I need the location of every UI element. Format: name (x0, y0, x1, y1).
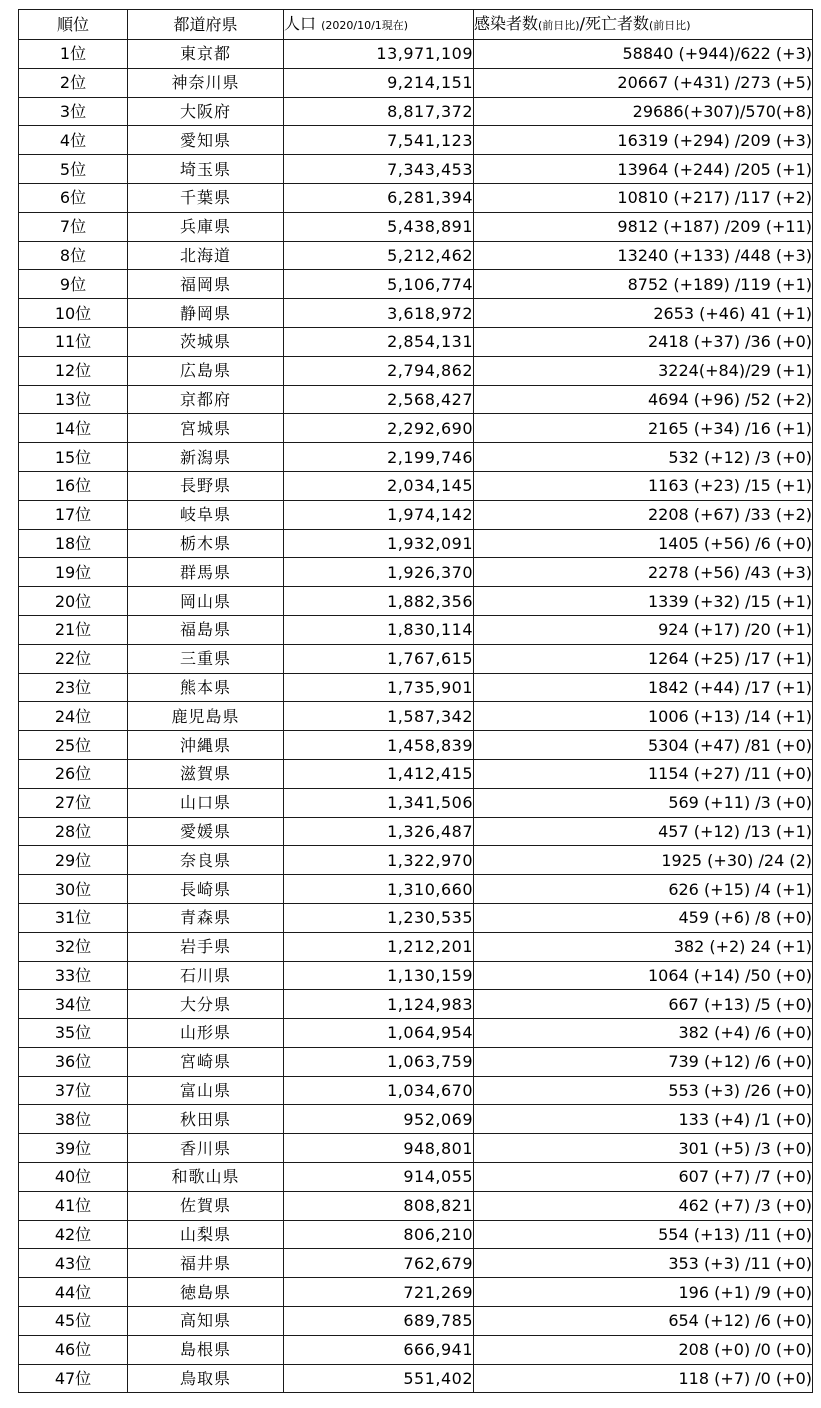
prefecture-cell: 福島県 (128, 615, 284, 644)
cases-cell: 58840 (+944)/622 (+3) (474, 40, 813, 69)
rank-cell: 12位 (19, 356, 128, 385)
population-cell: 1,767,615 (284, 644, 474, 673)
rank-cell: 44位 (19, 1278, 128, 1307)
cases-cell: 4694 (+96) /52 (+2) (474, 385, 813, 414)
prefecture-cell: 奈良県 (128, 846, 284, 875)
rank-cell: 6位 (19, 183, 128, 212)
table-row (19, 414, 813, 443)
table-body (19, 40, 813, 1393)
table-row (19, 1307, 813, 1336)
population-cell: 948,801 (284, 1134, 474, 1163)
rank-cell: 7位 (19, 212, 128, 241)
rank-cell: 13位 (19, 385, 128, 414)
rank-cell: 27位 (19, 788, 128, 817)
table-row (19, 1191, 813, 1220)
rank-cell: 1位 (19, 40, 128, 69)
cases-cell: 2208 (+67) /33 (+2) (474, 500, 813, 529)
cases-cell: 16319 (+294) /209 (+3) (474, 126, 813, 155)
rank-cell: 39位 (19, 1134, 128, 1163)
population-cell: 6,281,394 (284, 183, 474, 212)
population-cell: 2,034,145 (284, 471, 474, 500)
population-cell: 808,821 (284, 1191, 474, 1220)
prefecture-cell: 岐阜県 (128, 500, 284, 529)
prefecture-cell: 佐賀県 (128, 1191, 284, 1220)
table-row (19, 1364, 813, 1393)
population-cell: 914,055 (284, 1163, 474, 1192)
table-row (19, 875, 813, 904)
table-row (19, 1335, 813, 1364)
prefecture-cell: 長野県 (128, 471, 284, 500)
population-cell: 1,412,415 (284, 759, 474, 788)
prefecture-cell: 熊本県 (128, 673, 284, 702)
cases-cell: 532 (+12) /3 (+0) (474, 443, 813, 472)
rank-cell: 26位 (19, 759, 128, 788)
prefecture-cell: 京都府 (128, 385, 284, 414)
table-row (19, 1076, 813, 1105)
cases-cell: 382 (+4) /6 (+0) (474, 1019, 813, 1048)
population-cell: 952,069 (284, 1105, 474, 1134)
rank-cell: 25位 (19, 731, 128, 760)
prefecture-cell: 三重県 (128, 644, 284, 673)
prefecture-cell: 山口県 (128, 788, 284, 817)
prefecture-cell: 長崎県 (128, 875, 284, 904)
cases-cell: 1405 (+56) /6 (+0) (474, 529, 813, 558)
prefecture-cell: 新潟県 (128, 443, 284, 472)
rank-cell: 47位 (19, 1364, 128, 1393)
cases-cell: 667 (+13) /5 (+0) (474, 990, 813, 1019)
population-cell: 8,817,372 (284, 97, 474, 126)
prefecture-cell: 福井県 (128, 1249, 284, 1278)
cases-cell: 2653 (+46) 41 (+1) (474, 299, 813, 328)
cases-cell: 553 (+3) /26 (+0) (474, 1076, 813, 1105)
rank-cell: 14位 (19, 414, 128, 443)
population-cell: 1,587,342 (284, 702, 474, 731)
cases-cell: 1842 (+44) /17 (+1) (474, 673, 813, 702)
table-row (19, 270, 813, 299)
cases-cell: 9812 (+187) /209 (+11) (474, 212, 813, 241)
population-cell: 5,106,774 (284, 270, 474, 299)
prefecture-cell: 秋田県 (128, 1105, 284, 1134)
rank-cell: 17位 (19, 500, 128, 529)
population-cell: 13,971,109 (284, 40, 474, 69)
population-cell: 1,322,970 (284, 846, 474, 875)
table-row (19, 327, 813, 356)
cases-cell: 353 (+3) /11 (+0) (474, 1249, 813, 1278)
population-cell: 1,034,670 (284, 1076, 474, 1105)
population-cell: 1,130,159 (284, 961, 474, 990)
population-cell: 7,343,453 (284, 155, 474, 184)
header-cases-note-2: (前日比) (649, 19, 691, 32)
header-row (19, 10, 813, 40)
rank-cell: 28位 (19, 817, 128, 846)
rank-cell: 32位 (19, 932, 128, 961)
table-row (19, 731, 813, 760)
prefecture-cell: 広島県 (128, 356, 284, 385)
header-cases-label: 感染者数 (474, 14, 539, 33)
rank-cell: 41位 (19, 1191, 128, 1220)
prefecture-cell: 石川県 (128, 961, 284, 990)
population-cell: 1,932,091 (284, 529, 474, 558)
table-row (19, 817, 813, 846)
cases-cell: 196 (+1) /9 (+0) (474, 1278, 813, 1307)
cases-cell: 118 (+7) /0 (+0) (474, 1364, 813, 1393)
table-row (19, 68, 813, 97)
table-row (19, 500, 813, 529)
population-cell: 762,679 (284, 1249, 474, 1278)
table-row (19, 1105, 813, 1134)
cases-cell: 10810 (+217) /117 (+2) (474, 183, 813, 212)
table-row (19, 558, 813, 587)
rank-cell: 45位 (19, 1307, 128, 1336)
prefecture-cell: 福岡県 (128, 270, 284, 299)
rank-cell: 2位 (19, 68, 128, 97)
header-cases (474, 10, 813, 40)
prefecture-cell: 群馬県 (128, 558, 284, 587)
cases-cell: 20667 (+431) /273 (+5) (474, 68, 813, 97)
cases-cell: 462 (+7) /3 (+0) (474, 1191, 813, 1220)
rank-cell: 38位 (19, 1105, 128, 1134)
prefecture-cell: 兵庫県 (128, 212, 284, 241)
rank-cell: 23位 (19, 673, 128, 702)
rank-cell: 30位 (19, 875, 128, 904)
header-population (284, 10, 474, 40)
cases-cell: 1925 (+30) /24 (2) (474, 846, 813, 875)
rank-cell: 46位 (19, 1335, 128, 1364)
population-cell: 2,199,746 (284, 443, 474, 472)
table-row (19, 471, 813, 500)
cases-cell: 554 (+13) /11 (+0) (474, 1220, 813, 1249)
table-row (19, 183, 813, 212)
prefecture-cell: 栃木県 (128, 529, 284, 558)
population-cell: 1,124,983 (284, 990, 474, 1019)
prefecture-cell: 島根県 (128, 1335, 284, 1364)
cases-cell: 13240 (+133) /448 (+3) (474, 241, 813, 270)
population-cell: 7,541,123 (284, 126, 474, 155)
rank-cell: 37位 (19, 1076, 128, 1105)
rank-cell: 42位 (19, 1220, 128, 1249)
table-row (19, 529, 813, 558)
population-cell: 1,735,901 (284, 673, 474, 702)
rank-cell: 18位 (19, 529, 128, 558)
prefecture-cell: 大阪府 (128, 97, 284, 126)
table-row (19, 126, 813, 155)
prefecture-cell: 東京都 (128, 40, 284, 69)
cases-cell: 8752 (+189) /119 (+1) (474, 270, 813, 299)
prefecture-cell: 宮崎県 (128, 1047, 284, 1076)
prefecture-cell: 富山県 (128, 1076, 284, 1105)
cases-cell: 1163 (+23) /15 (+1) (474, 471, 813, 500)
prefecture-cell: 山梨県 (128, 1220, 284, 1249)
rank-cell: 24位 (19, 702, 128, 731)
prefecture-cell: 青森県 (128, 903, 284, 932)
table-row (19, 356, 813, 385)
table-row (19, 1220, 813, 1249)
table-row (19, 644, 813, 673)
prefecture-cell: 沖縄県 (128, 731, 284, 760)
cases-cell: 1264 (+25) /17 (+1) (474, 644, 813, 673)
population-cell: 2,854,131 (284, 327, 474, 356)
prefecture-cell: 高知県 (128, 1307, 284, 1336)
rank-cell: 16位 (19, 471, 128, 500)
table-row (19, 673, 813, 702)
prefecture-cell: 滋賀県 (128, 759, 284, 788)
cases-cell: 2165 (+34) /16 (+1) (474, 414, 813, 443)
rank-cell: 35位 (19, 1019, 128, 1048)
table-row (19, 702, 813, 731)
prefecture-cell: 山形県 (128, 1019, 284, 1048)
population-cell: 5,438,891 (284, 212, 474, 241)
population-cell: 9,214,151 (284, 68, 474, 97)
table-row (19, 155, 813, 184)
population-cell: 1,063,759 (284, 1047, 474, 1076)
cases-cell: 626 (+15) /4 (+1) (474, 875, 813, 904)
rank-cell: 22位 (19, 644, 128, 673)
cases-cell: 569 (+11) /3 (+0) (474, 788, 813, 817)
cases-cell: 607 (+7) /7 (+0) (474, 1163, 813, 1192)
table-row (19, 990, 813, 1019)
rank-cell: 10位 (19, 299, 128, 328)
population-cell: 1,310,660 (284, 875, 474, 904)
cases-cell: 457 (+12) /13 (+1) (474, 817, 813, 846)
table-row (19, 443, 813, 472)
rank-cell: 34位 (19, 990, 128, 1019)
table-row (19, 932, 813, 961)
cases-cell: 301 (+5) /3 (+0) (474, 1134, 813, 1163)
table-row (19, 385, 813, 414)
cases-cell: 133 (+4) /1 (+0) (474, 1105, 813, 1134)
header-cases-note-1: (前日比) (538, 19, 580, 32)
rank-cell: 4位 (19, 126, 128, 155)
prefecture-cell: 和歌山県 (128, 1163, 284, 1192)
header-deaths-label: /死亡者数 (579, 14, 650, 33)
population-cell: 689,785 (284, 1307, 474, 1336)
population-cell: 2,292,690 (284, 414, 474, 443)
rank-cell: 21位 (19, 615, 128, 644)
rank-cell: 33位 (19, 961, 128, 990)
population-cell: 1,230,535 (284, 903, 474, 932)
cases-cell: 654 (+12) /6 (+0) (474, 1307, 813, 1336)
cases-cell: 29686(+307)/570(+8) (474, 97, 813, 126)
rank-cell: 40位 (19, 1163, 128, 1192)
population-cell: 1,974,142 (284, 500, 474, 529)
population-cell: 1,326,487 (284, 817, 474, 846)
table-row (19, 212, 813, 241)
population-cell: 2,568,427 (284, 385, 474, 414)
population-cell: 551,402 (284, 1364, 474, 1393)
rank-cell: 29位 (19, 846, 128, 875)
cases-cell: 382 (+2) 24 (+1) (474, 932, 813, 961)
header-population-note: (2020/10/1現在) (321, 19, 409, 32)
table-row (19, 241, 813, 270)
table-row (19, 846, 813, 875)
cases-cell: 13964 (+244) /205 (+1) (474, 155, 813, 184)
rank-cell: 36位 (19, 1047, 128, 1076)
prefecture-cell: 宮城県 (128, 414, 284, 443)
cases-cell: 924 (+17) /20 (+1) (474, 615, 813, 644)
cases-cell: 739 (+12) /6 (+0) (474, 1047, 813, 1076)
table-header (19, 10, 813, 40)
population-cell: 2,794,862 (284, 356, 474, 385)
table-row (19, 1278, 813, 1307)
prefecture-cell: 岩手県 (128, 932, 284, 961)
prefecture-cell: 埼玉県 (128, 155, 284, 184)
table-row (19, 961, 813, 990)
table-row (19, 1163, 813, 1192)
population-cell: 1,458,839 (284, 731, 474, 760)
table-row (19, 587, 813, 616)
prefecture-cell: 茨城県 (128, 327, 284, 356)
rank-cell: 43位 (19, 1249, 128, 1278)
table-row (19, 1047, 813, 1076)
population-cell: 721,269 (284, 1278, 474, 1307)
table-row (19, 97, 813, 126)
table-row (19, 1134, 813, 1163)
header-prefecture: 都道府県 (128, 10, 284, 40)
population-cell: 806,210 (284, 1220, 474, 1249)
table-row (19, 299, 813, 328)
population-cell: 5,212,462 (284, 241, 474, 270)
prefecture-cell: 北海道 (128, 241, 284, 270)
cases-cell: 459 (+6) /8 (+0) (474, 903, 813, 932)
prefecture-cell: 千葉県 (128, 183, 284, 212)
population-cell: 3,618,972 (284, 299, 474, 328)
prefecture-cell: 岡山県 (128, 587, 284, 616)
header-population-label: 人口 (284, 14, 317, 33)
rank-cell: 5位 (19, 155, 128, 184)
rank-cell: 8位 (19, 241, 128, 270)
population-cell: 1,212,201 (284, 932, 474, 961)
population-cell: 666,941 (284, 1335, 474, 1364)
table-row (19, 788, 813, 817)
table-row (19, 1019, 813, 1048)
population-cell: 1,341,506 (284, 788, 474, 817)
table-row (19, 1249, 813, 1278)
table-row (19, 615, 813, 644)
cases-cell: 5304 (+47) /81 (+0) (474, 731, 813, 760)
rank-cell: 9位 (19, 270, 128, 299)
prefecture-cell: 香川県 (128, 1134, 284, 1163)
population-cell: 1,926,370 (284, 558, 474, 587)
prefecture-cell: 愛媛県 (128, 817, 284, 846)
cases-cell: 1064 (+14) /50 (+0) (474, 961, 813, 990)
prefecture-cell: 鹿児島県 (128, 702, 284, 731)
rank-cell: 31位 (19, 903, 128, 932)
rank-cell: 15位 (19, 443, 128, 472)
header-rank: 順位 (19, 10, 128, 40)
cases-cell: 3224(+84)/29 (+1) (474, 356, 813, 385)
table-row (19, 40, 813, 69)
prefecture-cell: 神奈川県 (128, 68, 284, 97)
cases-cell: 1339 (+32) /15 (+1) (474, 587, 813, 616)
population-cell: 1,830,114 (284, 615, 474, 644)
cases-cell: 208 (+0) /0 (+0) (474, 1335, 813, 1364)
table-row (19, 903, 813, 932)
prefecture-cell: 鳥取県 (128, 1364, 284, 1393)
prefecture-cell: 徳島県 (128, 1278, 284, 1307)
cases-cell: 1006 (+13) /14 (+1) (474, 702, 813, 731)
prefecture-cell: 大分県 (128, 990, 284, 1019)
cases-cell: 2418 (+37) /36 (+0) (474, 327, 813, 356)
prefecture-cell: 静岡県 (128, 299, 284, 328)
table-row (19, 759, 813, 788)
rank-cell: 3位 (19, 97, 128, 126)
prefecture-cell: 愛知県 (128, 126, 284, 155)
population-cell: 1,882,356 (284, 587, 474, 616)
population-cell: 1,064,954 (284, 1019, 474, 1048)
rank-cell: 11位 (19, 327, 128, 356)
rank-cell: 20位 (19, 587, 128, 616)
cases-cell: 1154 (+27) /11 (+0) (474, 759, 813, 788)
rank-cell: 19位 (19, 558, 128, 587)
cases-cell: 2278 (+56) /43 (+3) (474, 558, 813, 587)
prefecture-covid-table (18, 9, 813, 1393)
